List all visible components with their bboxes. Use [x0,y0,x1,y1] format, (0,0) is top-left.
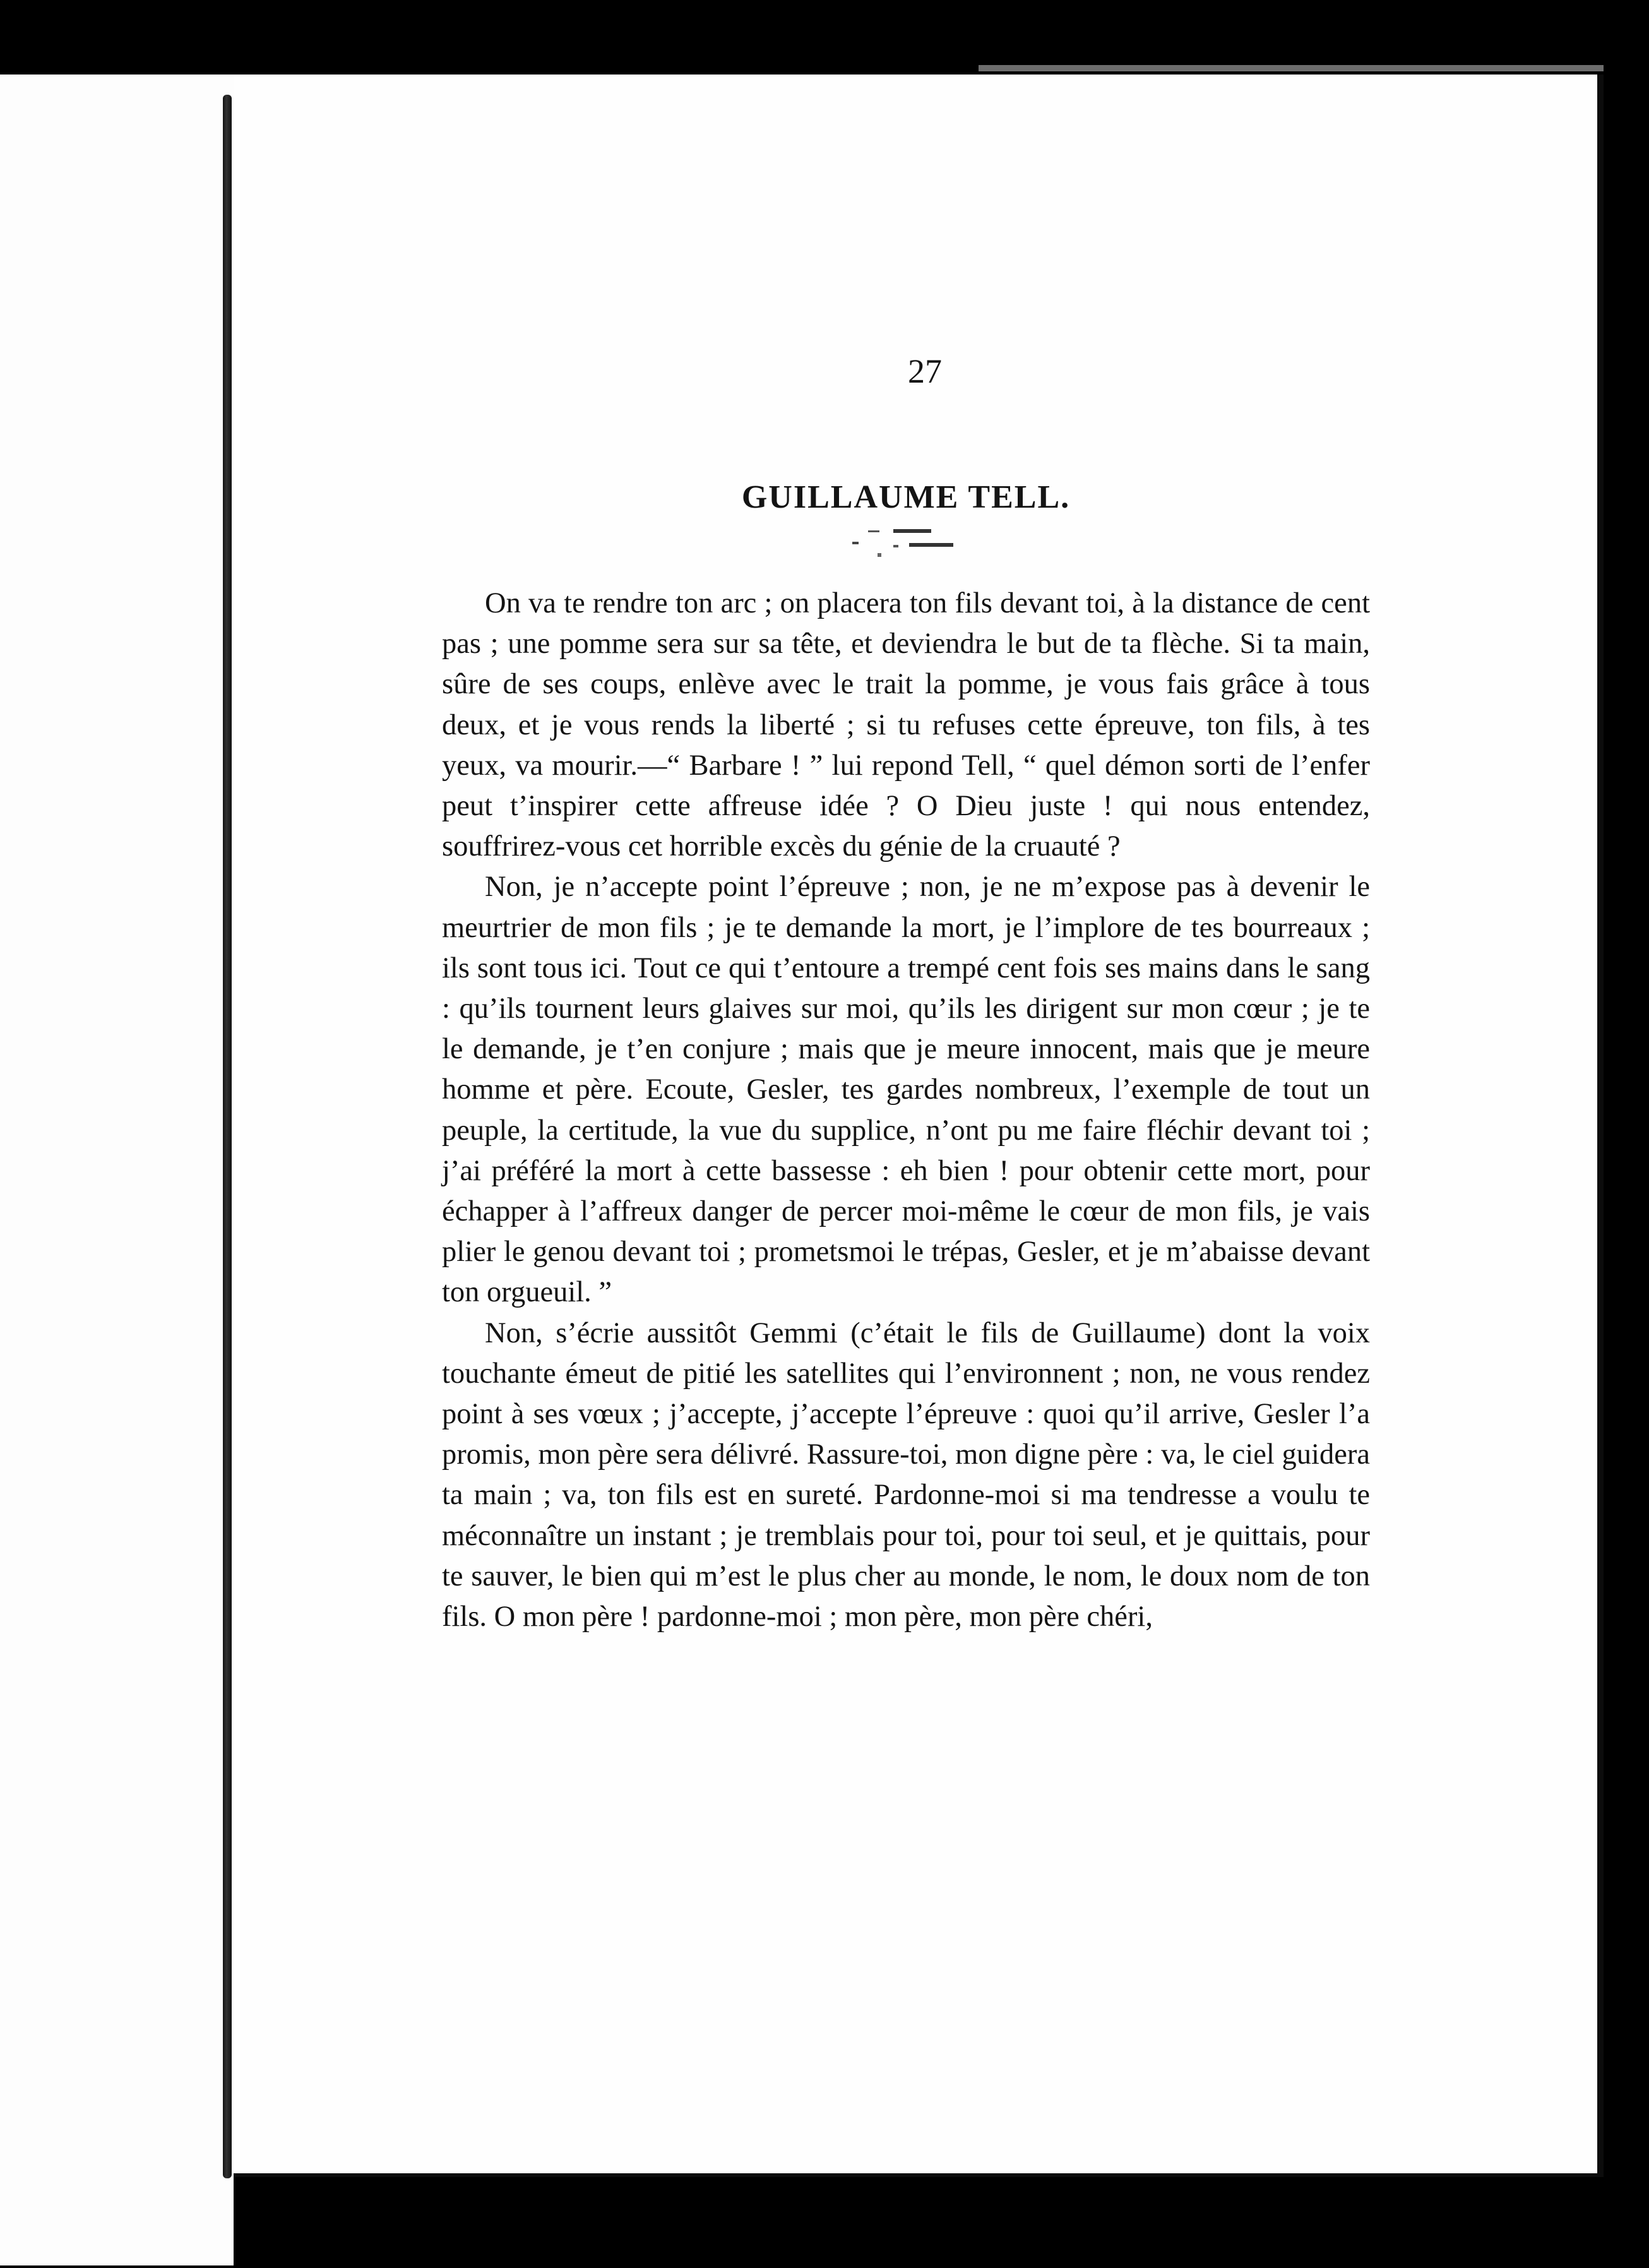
title-ornament-icon [833,524,979,562]
spine-shadow [223,95,232,2178]
paragraph-3: Non, s’écrie aussitôt Gemmi (c’était le fils de Guillaume) dont la voix touchante émeut de pitié les satellites qui l’environnent ; non, ne vous rendez point à ses vœux ; j’accepte, j’accepte l’épreuve : quoi qu’il arrive, Gesler l’a promis, mon père sera délivré. Rassure-toi, mon digne père : va, le ciel guidera ta main ; va, ton fils est en sureté. Pardonne-moi si ma tendresse a voulu te méconnaître un instant ; je tremblais pour toi, pour toi seul, et je quittais, pour te sauver, le bien qui m’est le plus cher au monde, le nom, le doux nom de ton fils. O mon père ! pardonne-moi ; mon père, mon père chéri, [442,1316,1370,1633]
page-number: 27 [908,352,942,390]
book-spine [0,75,234,2265]
paragraph-2: Non, je n’accepte point l’épreuve ; non, je ne m’expose pas à devenir le meurtrier de mon fils ; je te demande la mort, je l’implore de tes bourreaux ; ils sont tous ici. Tout ce qui t’entoure a trempé cent fois ses mains dans le sang : qu’ils tournent leurs glaives sur moi, qu’ils les dirigent sur mon cœur ; je te le demande, je t’en conjure ; mais que je meure innocent, mais que je meure homme et père. Ecoute, Gesler, tes gardes nombreux, l’exemple de tout un peuple, la certitude, la vue du supplice, n’ont pu me faire fléchir devant toi ; j’ai préféré la mort à cette bassesse : eh bien ! pour obtenir cette mort, pour échapper à l’affreux danger de percer moi-même le cœur de mon fils, je vais plier le genou devant toi ; prometsmoi le trépas, Gesler, et je m’abaisse devant ton orgueuil. ” [442,871,1370,1309]
paragraph-1: On va te rendre ton arc ; on placera ton fils devant toi, à la distance de cent pas ; une pomme sera sur sa tête, et deviendra le but de ta flèche. Si ta main, sûre de ses coups, enlève avec le trait la pomme, je vous fais grâce à tous deux, et je vous rends la liberté ; si tu refuses cette épreuve, ton fils, à tes yeux, va mourir.—“ Barbare ! ” lui repond Tell, “ quel démon sorti de l’enfer peut t’inspirer cette affreuse idée ? O Dieu juste ! qui nous entendez, souffrirez-vous cet horrible excès du génie de la cruauté ? [442,587,1370,863]
chapter-title: GUILLAUME TELL. [741,479,1071,515]
page-content [442,352,1370,1637]
book-page [234,75,1604,2177]
page-top-edge [979,65,1604,71]
